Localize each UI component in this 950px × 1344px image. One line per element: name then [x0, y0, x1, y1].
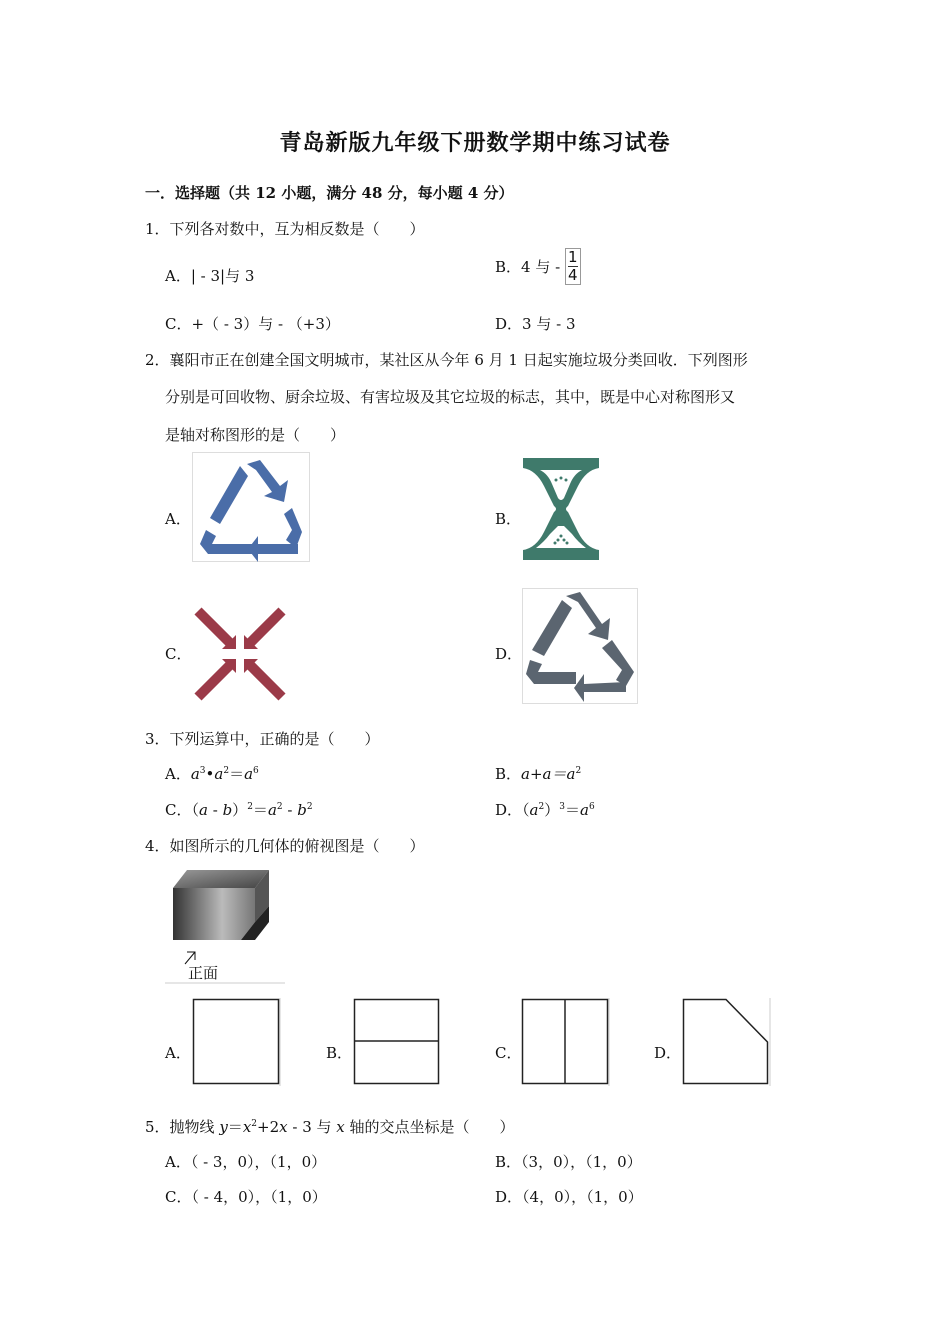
q2-stem-line1: 2．襄阳市正在创建全国文明城市，某社区从今年 6 月 1 日起实施垃圾分类回收．下列图形 [145, 351, 748, 369]
paren-close: ） [544, 801, 560, 819]
var-a: a [214, 765, 224, 783]
q1-option-a[interactable]: A．| - 3|与 3 [165, 267, 255, 285]
plus-term: +2 [257, 1118, 280, 1136]
exponent: 3 [199, 766, 206, 776]
var-x: x [242, 1118, 252, 1136]
q2-option-a[interactable]: A． [165, 510, 191, 528]
recycle-gray-icon[interactable] [522, 588, 638, 704]
paren-close: ） [232, 801, 248, 819]
q3-option-d[interactable] [495, 799, 595, 820]
constant-term: - 3 与 [287, 1118, 337, 1136]
q5-stem [145, 1116, 515, 1137]
top-view-a[interactable] [192, 998, 282, 1086]
front-label: 正面 [188, 964, 219, 982]
exponent: 3 [559, 802, 565, 812]
exponent: 6 [588, 802, 595, 812]
option-label: B． [495, 765, 522, 783]
var-x: x [336, 1118, 345, 1136]
fraction-numerator: 1 [567, 248, 578, 266]
q5-stem-suffix: 轴的交点坐标是（ ） [344, 1118, 515, 1136]
var-a: a [190, 765, 200, 783]
recycle-blue-icon[interactable] [192, 452, 310, 562]
inward-arrows-red-icon[interactable] [192, 605, 288, 703]
q5-option-c[interactable]: C．（ - 4，0），（1，0） [165, 1188, 327, 1206]
exponent: 2 [223, 766, 230, 776]
q4-option-a[interactable]: A． [165, 1044, 191, 1062]
exponent: 2 [251, 1119, 258, 1129]
var-a: a [199, 801, 208, 819]
q5-stem-prefix: 5．抛物线 [145, 1118, 220, 1136]
q1-option-b-label: B．4 与 - [495, 258, 561, 276]
top-view-c[interactable] [521, 998, 611, 1086]
q3-stem: 3．下列运算中，正确的是（ ） [145, 730, 380, 748]
hourglass-green-icon[interactable] [520, 456, 602, 562]
q1-option-d[interactable]: D．3 与 - 3 [495, 315, 576, 333]
q3-option-b[interactable] [495, 763, 581, 784]
option-label: A． [165, 765, 191, 783]
q5-option-d[interactable]: D．（4，0），（1，0） [495, 1188, 643, 1206]
q5-option-b[interactable]: B．（3，0），（1，0） [495, 1153, 642, 1171]
fraction-denominator: 4 [567, 266, 578, 284]
q2-option-d[interactable]: D． [495, 645, 523, 663]
q4-option-c[interactable]: C． [495, 1044, 522, 1062]
equals-sign: ＝ [227, 1118, 243, 1136]
q1-option-c[interactable]: C．+（ - 3）与 - （+3） [165, 315, 340, 333]
q4-stem: 4．如图所示的几何体的俯视图是（ ） [145, 837, 425, 855]
exponent: 2 [538, 802, 545, 812]
fraction [565, 248, 581, 285]
q2-option-b[interactable]: B． [495, 510, 522, 528]
top-view-b[interactable] [353, 998, 441, 1086]
page-title: 青岛新版九年级下册数学期中练习试卷 [279, 130, 671, 156]
q4-option-b[interactable]: B． [326, 1044, 353, 1062]
dot-operator: • [205, 765, 215, 783]
q2-option-c[interactable]: C． [165, 645, 192, 663]
q2-stem-line2: 分别是可回收物、厨余垃圾、有害垃圾及其它垃圾的标志，其中，既是中心对称图形又 [165, 388, 736, 406]
equals-sign: ＝ [564, 801, 580, 819]
exponent: 2 [276, 802, 283, 812]
option-label: D． [495, 801, 523, 819]
var-a: a [267, 801, 277, 819]
var-b: b [222, 801, 233, 819]
var-y: y [219, 1118, 228, 1136]
exponent: 2 [575, 766, 582, 776]
top-view-d[interactable] [682, 998, 772, 1086]
var-a: a [244, 765, 254, 783]
var-a: a [580, 801, 589, 819]
section-heading: 一．选择题（共 12 小题，满分 48 分，每小题 4 分） [145, 184, 514, 202]
q2-stem-line3: 是轴对称图形的是（ ） [165, 426, 346, 444]
exponent: 2 [306, 802, 313, 812]
exponent: 6 [253, 766, 259, 776]
minus-sign: - [207, 801, 223, 819]
var-b: b [297, 801, 307, 819]
solid-figure-image [165, 864, 285, 984]
equals-sign: ＝ [252, 801, 268, 819]
equals-sign: ＝ [229, 765, 245, 783]
minus-sign: - [282, 801, 298, 819]
q3-option-c[interactable] [165, 799, 313, 820]
q1-option-b[interactable] [495, 248, 581, 285]
exponent: 2 [247, 802, 253, 812]
paren-open: （ [522, 801, 530, 819]
var-x: x [279, 1118, 288, 1136]
q1-stem: 1．下列各对数中，互为相反数是（ ） [145, 220, 425, 238]
q5-option-a[interactable]: A．（ - 3，0），（1，0） [165, 1153, 327, 1171]
paren-open: （ [191, 801, 199, 819]
expression: a+a＝a [521, 765, 576, 783]
option-label: C． [165, 801, 192, 819]
var-a: a [529, 801, 539, 819]
q4-option-d[interactable]: D． [654, 1044, 682, 1062]
q3-option-a[interactable] [165, 763, 259, 784]
